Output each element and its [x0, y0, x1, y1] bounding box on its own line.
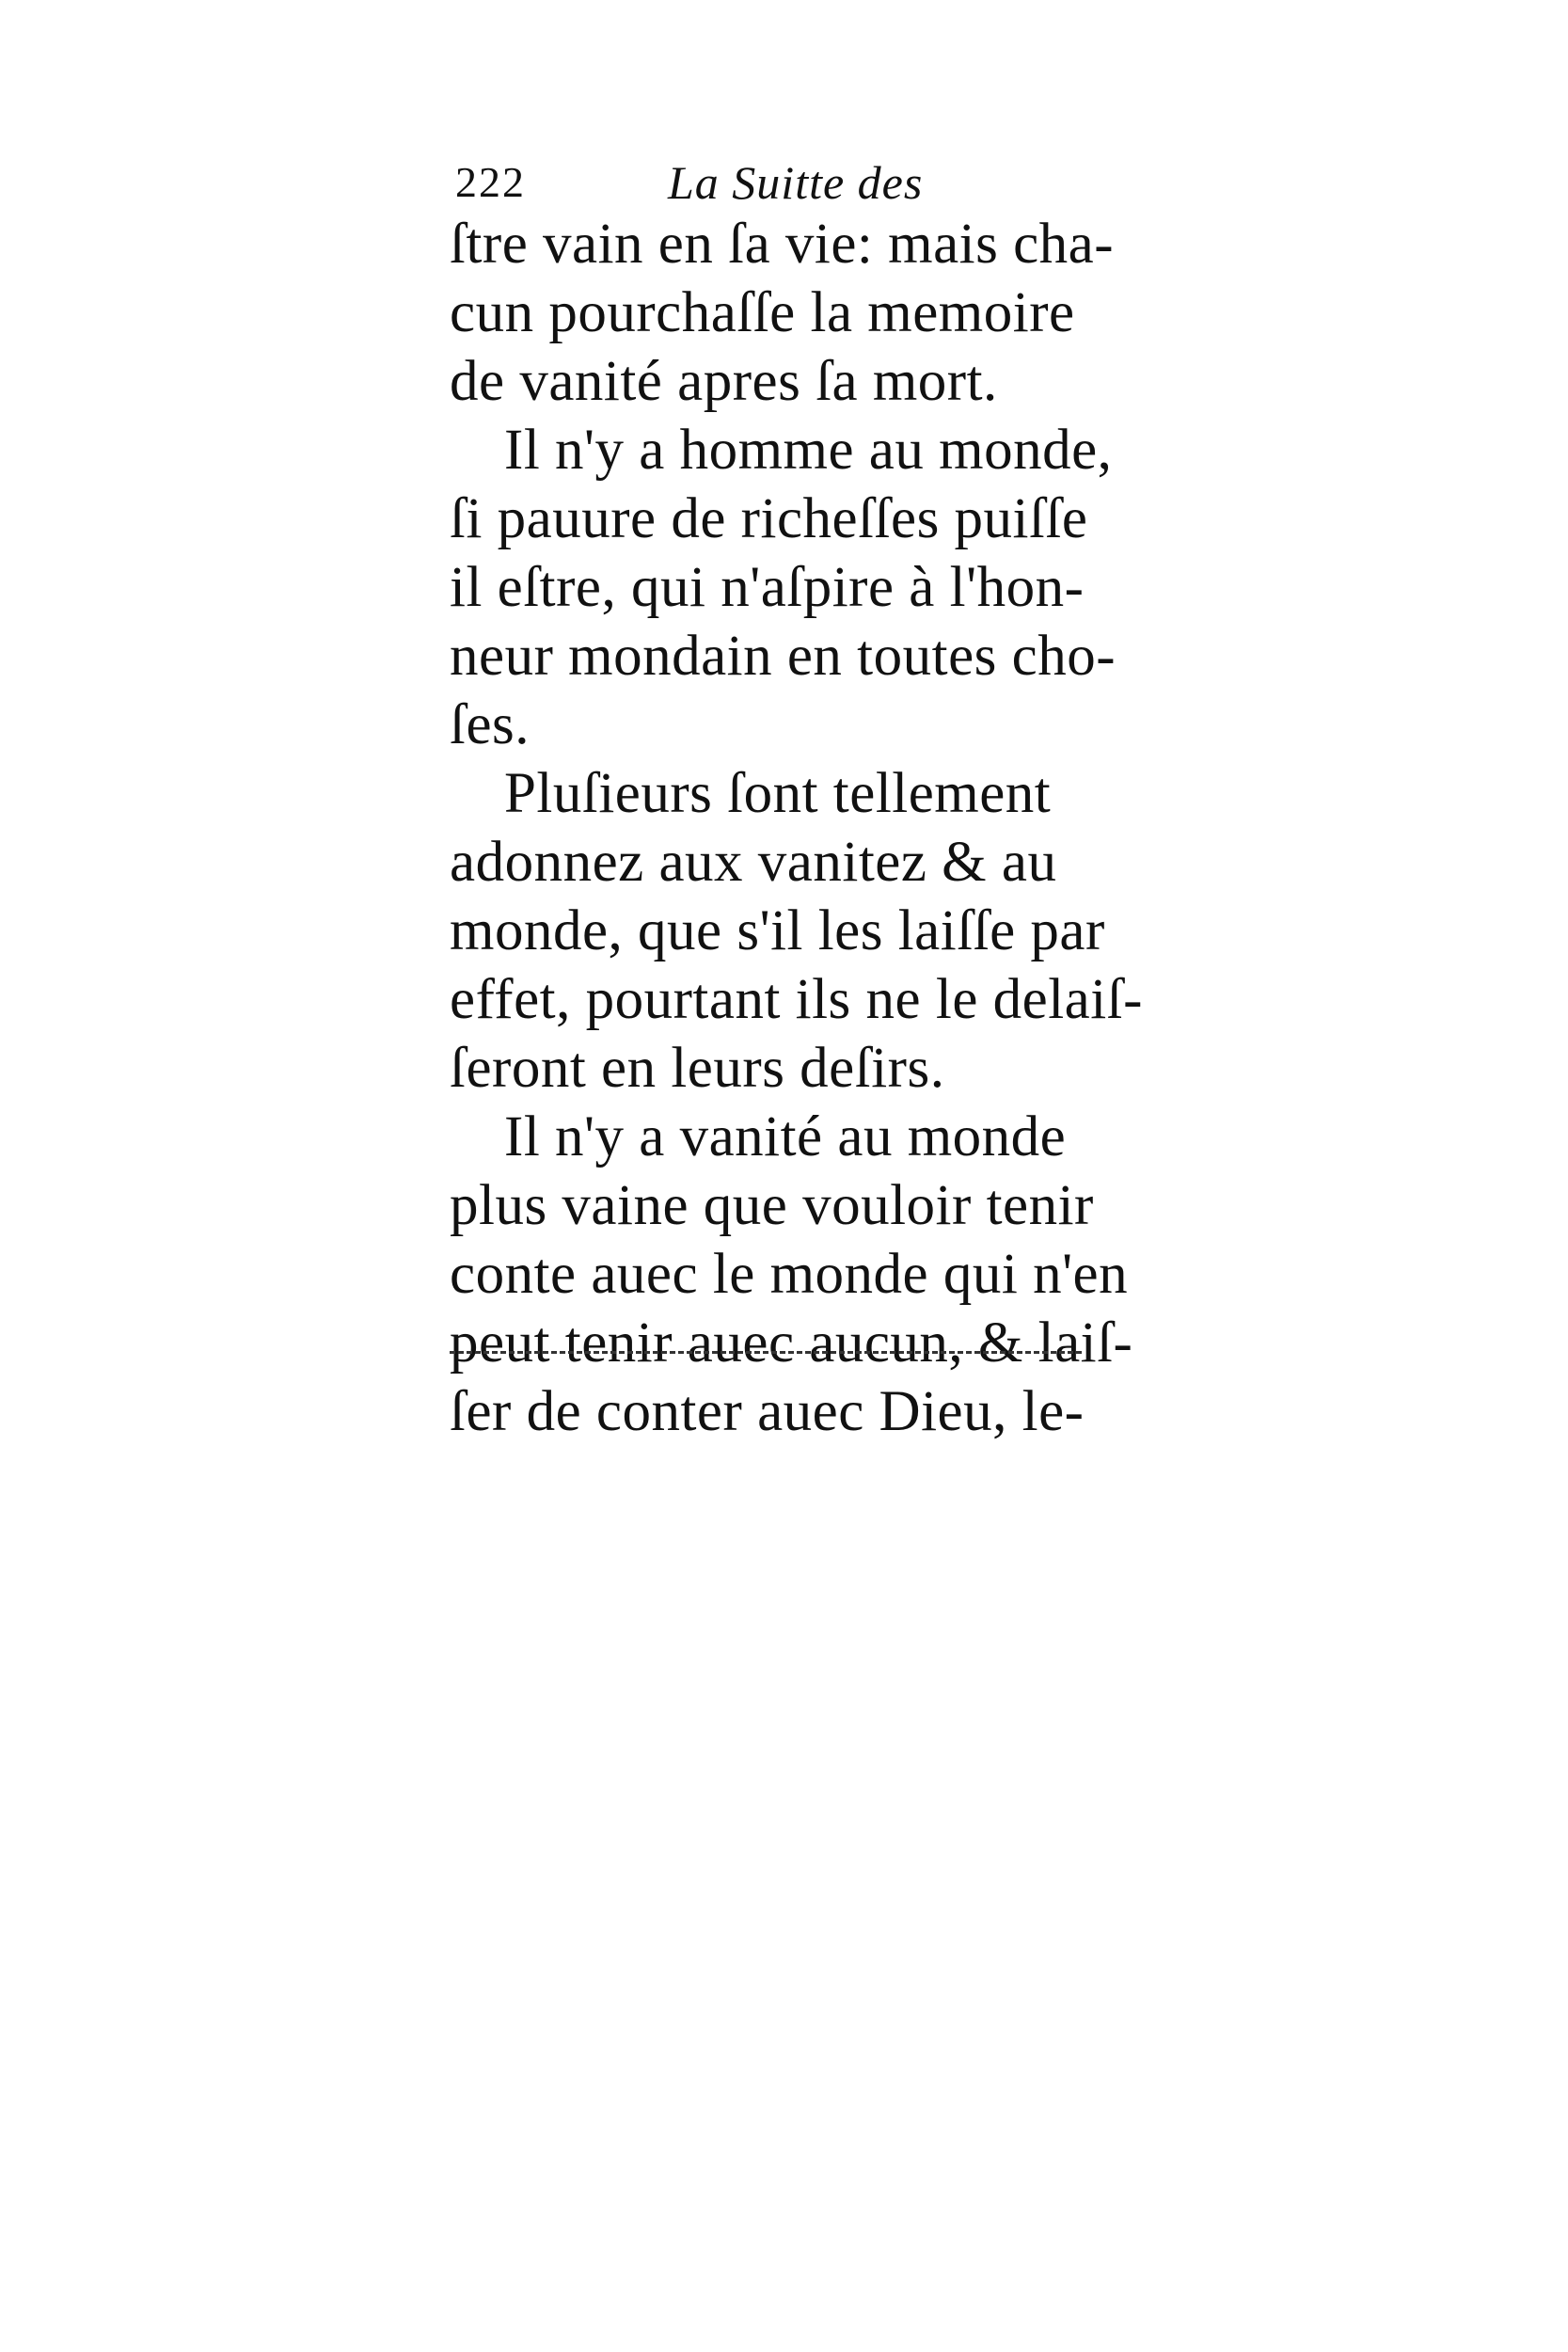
page-bottom-rule: [450, 1351, 1082, 1354]
running-title: La Suitte des: [668, 156, 924, 209]
paragraph-first-line: Il n'y a homme au monde,: [504, 419, 1113, 482]
text-line: il eſtre, qui n'aſpire à l'hon-: [450, 556, 1085, 619]
page-number: 222: [455, 158, 526, 206]
running-head: [450, 155, 1099, 210]
text-line: ſtre vain en ſa vie: mais cha-: [450, 213, 1115, 276]
text-line: ſes.: [450, 693, 531, 756]
text-line: monde, que s'il les laiſſe par: [450, 899, 1105, 962]
body-text: [450, 210, 1143, 1446]
paragraph-first-line: Il n'y a vanité au monde: [504, 1105, 1067, 1168]
text-line: conte auec le monde qui n'en: [450, 1243, 1129, 1306]
text-line: peut tenir auec aucun, & laiſ-: [450, 1311, 1133, 1375]
text-line: ſer de conter auec Dieu, le-: [450, 1380, 1085, 1443]
text-line: cun pourchaſſe la memoire: [450, 281, 1075, 344]
text-line: de vanité apres ſa mort.: [450, 350, 998, 413]
text-line: neur mondain en toutes cho-: [450, 625, 1117, 688]
text-line: adonnez aux vanitez & au: [450, 831, 1057, 894]
text-block: [450, 155, 1143, 1446]
text-line: plus vaine que vouloir tenir: [450, 1174, 1094, 1237]
text-line: effet, pourtant ils ne le delaiſ-: [450, 968, 1143, 1031]
text-line: ſi pauure de richeſſes puiſſe: [450, 487, 1088, 550]
text-line: ſeront en leurs deſirs.: [450, 1037, 945, 1100]
paragraph-first-line: Pluſieurs ſont tellement: [504, 762, 1052, 825]
